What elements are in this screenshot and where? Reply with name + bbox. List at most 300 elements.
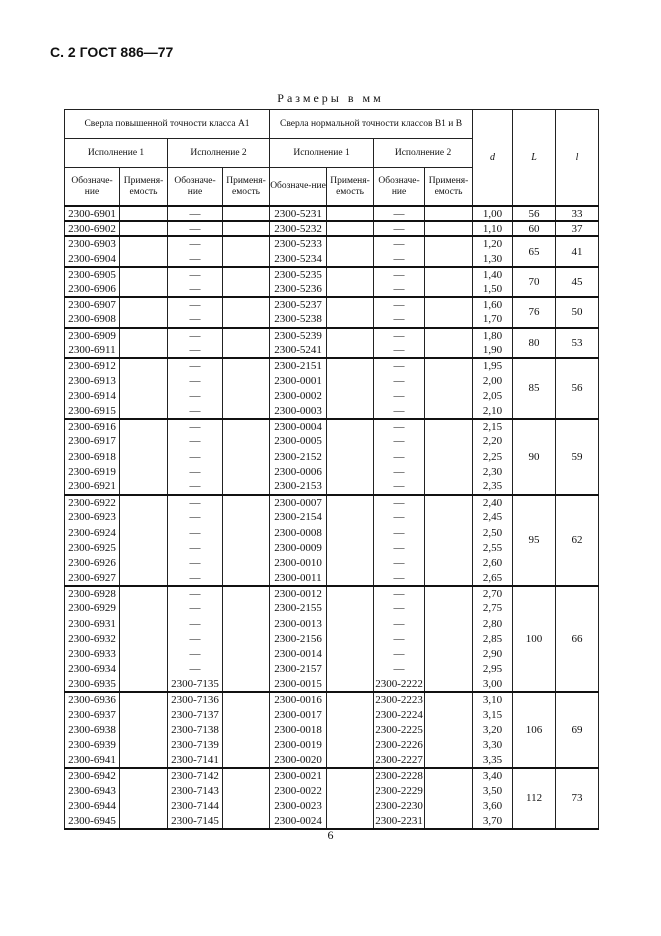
cell-applicability — [425, 814, 473, 829]
cell-applicability — [327, 419, 374, 434]
b2-designation-header: Обозначе-ние — [374, 168, 425, 207]
cell-a2: — — [168, 449, 223, 464]
cell-a1: 2300-6911 — [65, 343, 120, 358]
cell-applicability — [425, 783, 473, 798]
cell-applicability — [120, 753, 168, 768]
cell-a2: — — [168, 616, 223, 631]
cell-a1: 2300-6932 — [65, 631, 120, 646]
cell-a1: 2300-6928 — [65, 586, 120, 601]
cell-b2: — — [374, 495, 425, 510]
cell-applicability — [425, 434, 473, 449]
cell-applicability — [327, 662, 374, 677]
cell-a1: 2300-6937 — [65, 707, 120, 722]
b2-applicability-header: Применя-емость — [425, 168, 473, 207]
cell-applicability — [327, 206, 374, 221]
cell-d: 2,05 — [473, 388, 513, 403]
cell-b2: 2300-2226 — [375, 739, 423, 752]
cell-applicability — [223, 479, 270, 494]
cell-a1: 2300-6917 — [65, 434, 120, 449]
a1-exec2-header: Исполнение 2 — [168, 139, 270, 168]
cell-applicability — [425, 768, 473, 783]
cell-a2: 2300-7137 — [168, 707, 223, 722]
cell-applicability — [425, 631, 473, 646]
cell-b1: 2300-0022 — [270, 783, 327, 798]
table-row — [65, 206, 599, 221]
cell-length-working: 33 — [556, 206, 599, 221]
cell-applicability — [120, 571, 168, 586]
cell-applicability — [425, 464, 473, 479]
cell-b2: — — [374, 252, 425, 267]
cell-applicability — [425, 297, 473, 312]
cell-b2: — — [374, 449, 425, 464]
cell-b2: — — [374, 221, 425, 236]
cell-b2: — — [374, 312, 425, 327]
cell-applicability — [120, 252, 168, 267]
cell-b2: 2300-2229 — [375, 784, 423, 797]
cell-b1: 2300-0002 — [270, 388, 327, 403]
cell-length-working: 73 — [556, 768, 599, 829]
a2-applicability-header: Применя-емость — [223, 168, 270, 207]
cell-d: 2,85 — [473, 631, 513, 646]
cell-applicability — [120, 328, 168, 343]
cell-b1: 2300-2152 — [270, 449, 327, 464]
cell-d: 3,30 — [473, 738, 513, 753]
cell-length-working: 62 — [556, 495, 599, 586]
cell-applicability — [120, 373, 168, 388]
cell-applicability — [327, 571, 374, 586]
cell-applicability — [425, 555, 473, 570]
cell-applicability — [425, 206, 473, 221]
cell-length-total: 80 — [513, 328, 556, 358]
cell-b2: — — [374, 555, 425, 570]
cell-applicability — [425, 343, 473, 358]
cell-a2: 2300-7136 — [168, 692, 223, 707]
cell-applicability — [327, 738, 374, 753]
cell-applicability — [223, 343, 270, 358]
cell-d: 2,95 — [473, 662, 513, 677]
cell-a1: 2300-6909 — [65, 328, 120, 343]
cell-d: 1,20 — [473, 236, 513, 251]
cell-applicability — [425, 571, 473, 586]
cell-a2: — — [168, 312, 223, 327]
cell-a1: 2300-6929 — [65, 601, 120, 616]
cell-b2: — — [374, 297, 425, 312]
cell-applicability — [223, 692, 270, 707]
cell-a2: — — [168, 495, 223, 510]
cell-a2: — — [168, 373, 223, 388]
cell-applicability — [425, 328, 473, 343]
cell-applicability — [425, 525, 473, 540]
cell-applicability — [425, 586, 473, 601]
cell-a1: 2300-6933 — [65, 646, 120, 661]
cell-applicability — [120, 738, 168, 753]
cell-b1: 2300-5234 — [270, 252, 327, 267]
cell-b2: — — [374, 419, 425, 434]
cell-d: 3,10 — [473, 692, 513, 707]
cell-b1: 2300-0006 — [270, 464, 327, 479]
cell-d: 2,80 — [473, 616, 513, 631]
cell-applicability — [327, 449, 374, 464]
cell-d: 2,00 — [473, 373, 513, 388]
table-row — [65, 419, 599, 434]
cell-a2: — — [168, 571, 223, 586]
col-d-header: d — [473, 110, 513, 207]
cell-length-working: 53 — [556, 328, 599, 358]
cell-d: 3,40 — [473, 768, 513, 783]
cell-a2: — — [168, 464, 223, 479]
cell-applicability — [120, 677, 168, 692]
cell-applicability — [223, 464, 270, 479]
cell-b2: — — [374, 662, 425, 677]
cell-a1: 2300-6942 — [65, 768, 120, 783]
cell-applicability — [223, 814, 270, 829]
cell-applicability — [425, 282, 473, 297]
cell-applicability — [223, 221, 270, 236]
cell-b2: — — [374, 464, 425, 479]
cell-b2: 2300-2230 — [375, 799, 423, 812]
cell-applicability — [425, 373, 473, 388]
cell-applicability — [327, 753, 374, 768]
cell-applicability — [223, 571, 270, 586]
cell-applicability — [425, 722, 473, 737]
cell-applicability — [327, 312, 374, 327]
cell-a2: 2300-7143 — [168, 783, 223, 798]
cell-applicability — [327, 236, 374, 251]
cell-a2: — — [168, 267, 223, 282]
cell-b1: 2300-0013 — [270, 616, 327, 631]
cell-applicability — [425, 221, 473, 236]
cell-b1: 2300-0021 — [270, 768, 327, 783]
cell-applicability — [120, 221, 168, 236]
cell-applicability — [425, 495, 473, 510]
table-row — [65, 328, 599, 343]
cell-d: 3,60 — [473, 798, 513, 813]
cell-d: 1,80 — [473, 328, 513, 343]
cell-length-total: 106 — [513, 692, 556, 768]
cell-applicability — [223, 707, 270, 722]
cell-applicability — [327, 631, 374, 646]
cell-b1: 2300-0010 — [270, 555, 327, 570]
cell-applicability — [425, 252, 473, 267]
cell-applicability — [223, 525, 270, 540]
cell-b2: 2300-2223 — [374, 692, 425, 707]
cell-applicability — [425, 403, 473, 418]
cell-applicability — [327, 510, 374, 525]
cell-applicability — [120, 798, 168, 813]
cell-a2: — — [168, 479, 223, 494]
cell-applicability — [223, 434, 270, 449]
cell-d: 1,60 — [473, 297, 513, 312]
cell-b2: 2300-2225 — [375, 723, 423, 736]
cell-applicability — [120, 555, 168, 570]
cell-applicability — [327, 495, 374, 510]
cell-applicability — [120, 722, 168, 737]
cell-applicability — [327, 768, 374, 783]
cell-d: 1,30 — [473, 252, 513, 267]
cell-a2: — — [168, 540, 223, 555]
cell-a1: 2300-6914 — [65, 388, 120, 403]
cell-applicability — [120, 495, 168, 510]
cell-applicability — [223, 646, 270, 661]
group-b1-header: Сверла нормальной точности классов В1 и В — [270, 110, 473, 139]
cell-b1: 2300-5235 — [270, 267, 327, 282]
cell-d: 1,90 — [473, 343, 513, 358]
cell-b2: — — [374, 616, 425, 631]
cell-b2: — — [374, 525, 425, 540]
cell-b2: — — [374, 267, 425, 282]
cell-applicability — [120, 358, 168, 373]
cell-a1: 2300-6926 — [65, 555, 120, 570]
cell-applicability — [120, 479, 168, 494]
cell-applicability — [120, 662, 168, 677]
cell-d: 3,00 — [473, 677, 513, 692]
cell-a2: — — [168, 434, 223, 449]
cell-applicability — [223, 373, 270, 388]
cell-applicability — [120, 631, 168, 646]
cell-b1: 2300-5232 — [270, 221, 327, 236]
cell-d: 1,95 — [473, 358, 513, 373]
cell-d: 1,70 — [473, 312, 513, 327]
cell-applicability — [223, 722, 270, 737]
cell-applicability — [327, 221, 374, 236]
cell-a1: 2300-6906 — [65, 282, 120, 297]
cell-b2: — — [374, 206, 425, 221]
cell-applicability — [425, 510, 473, 525]
cell-applicability — [120, 312, 168, 327]
cell-applicability — [425, 707, 473, 722]
cell-b2: 2300-2231 — [374, 814, 425, 829]
table-row — [65, 267, 599, 282]
cell-a2: 2300-7145 — [168, 814, 223, 829]
b1-exec2-header: Исполнение 2 — [374, 139, 473, 168]
cell-b1: 2300-0012 — [270, 586, 327, 601]
cell-a2: — — [168, 236, 223, 251]
cell-a1: 2300-6916 — [65, 419, 120, 434]
cell-applicability — [120, 419, 168, 434]
cell-b2: — — [374, 601, 425, 616]
cell-applicability — [120, 707, 168, 722]
cell-a1: 2300-6936 — [65, 692, 120, 707]
cell-applicability — [425, 753, 473, 768]
cell-b1: 2300-0016 — [270, 692, 327, 707]
cell-applicability — [425, 540, 473, 555]
cell-d: 2,20 — [473, 434, 513, 449]
cell-applicability — [120, 814, 168, 829]
cell-applicability — [327, 479, 374, 494]
cell-a1: 2300-6924 — [65, 525, 120, 540]
cell-applicability — [327, 343, 374, 358]
cell-a2: — — [168, 510, 223, 525]
cell-b2: — — [374, 236, 425, 251]
cell-applicability — [120, 282, 168, 297]
cell-length-total: 65 — [513, 236, 556, 266]
cell-a2: 2300-7138 — [168, 722, 223, 737]
cell-applicability — [120, 449, 168, 464]
table-row — [65, 297, 599, 312]
table-row — [65, 586, 599, 601]
cell-d: 2,40 — [473, 495, 513, 510]
cell-length-working: 69 — [556, 692, 599, 768]
cell-applicability — [327, 707, 374, 722]
table-body — [65, 206, 599, 829]
cell-length-total: 112 — [513, 768, 556, 829]
cell-a1: 2300-6901 — [65, 206, 120, 221]
cell-applicability — [223, 419, 270, 434]
cell-applicability — [120, 540, 168, 555]
cell-applicability — [120, 343, 168, 358]
cell-b1: 2300-0023 — [270, 798, 327, 813]
cell-applicability — [120, 768, 168, 783]
cell-b2: 2300-2224 — [375, 708, 423, 721]
cell-b1: 2300-5239 — [270, 328, 327, 343]
cell-b2: — — [374, 373, 425, 388]
cell-applicability — [120, 434, 168, 449]
cell-applicability — [327, 616, 374, 631]
cell-b1: 2300-2154 — [270, 510, 327, 525]
cell-b1: 2300-0024 — [270, 814, 327, 829]
cell-applicability — [327, 388, 374, 403]
cell-applicability — [327, 783, 374, 798]
cell-a2: — — [168, 282, 223, 297]
cell-b1: 2300-5238 — [270, 312, 327, 327]
cell-a2: — — [168, 555, 223, 570]
cell-applicability — [223, 328, 270, 343]
cell-applicability — [223, 738, 270, 753]
a1-designation-header: Обозначе-ние — [65, 168, 120, 207]
cell-applicability — [327, 601, 374, 616]
cell-b1: 2300-0018 — [270, 722, 327, 737]
cell-b1: 2300-0009 — [270, 540, 327, 555]
table-row — [65, 221, 599, 236]
cell-a2: — — [168, 631, 223, 646]
document-header: С. 2 ГОСТ 886—77 — [50, 44, 174, 60]
cell-d: 2,65 — [473, 571, 513, 586]
cell-b2: — — [374, 631, 425, 646]
cell-a2: — — [168, 525, 223, 540]
cell-applicability — [120, 236, 168, 251]
col-l-header: l — [556, 110, 599, 207]
cell-a1: 2300-6927 — [65, 571, 120, 586]
cell-length-total: 85 — [513, 358, 556, 419]
cell-b1: 2300-0001 — [270, 373, 327, 388]
cell-a1: 2300-6945 — [65, 814, 120, 829]
cell-applicability — [223, 677, 270, 692]
cell-applicability — [120, 646, 168, 661]
cell-applicability — [425, 692, 473, 707]
cell-applicability — [223, 555, 270, 570]
cell-applicability — [425, 798, 473, 813]
cell-applicability — [223, 495, 270, 510]
cell-applicability — [223, 449, 270, 464]
cell-b2: — — [374, 282, 425, 297]
cell-a2: — — [168, 601, 223, 616]
cell-d: 2,45 — [473, 510, 513, 525]
cell-applicability — [223, 601, 270, 616]
cell-applicability — [223, 783, 270, 798]
cell-a2: — — [168, 419, 223, 434]
cell-b2: — — [374, 358, 425, 373]
cell-applicability — [223, 768, 270, 783]
b1-designation-header: Обозначе-ние — [270, 168, 327, 207]
cell-length-working: 41 — [556, 236, 599, 266]
cell-applicability — [327, 403, 374, 418]
cell-d: 2,10 — [473, 403, 513, 418]
cell-applicability — [223, 798, 270, 813]
cell-applicability — [223, 753, 270, 768]
cell-b1: 2300-5236 — [270, 282, 327, 297]
cell-d: 2,90 — [473, 646, 513, 661]
cell-a1: 2300-6935 — [65, 677, 120, 692]
cell-applicability — [327, 282, 374, 297]
cell-applicability — [223, 312, 270, 327]
cell-a1: 2300-6922 — [65, 495, 120, 510]
cell-a2: — — [168, 586, 223, 601]
cell-b1: 2300-0015 — [270, 677, 327, 692]
cell-a1: 2300-6904 — [65, 252, 120, 267]
cell-d: 3,50 — [473, 783, 513, 798]
cell-applicability — [425, 419, 473, 434]
cell-a1: 2300-6919 — [65, 464, 120, 479]
cell-b1: 2300-0003 — [270, 403, 327, 418]
cell-applicability — [327, 434, 374, 449]
cell-b2: — — [374, 328, 425, 343]
cell-a2: — — [168, 403, 223, 418]
cell-a1: 2300-6925 — [65, 540, 120, 555]
cell-applicability — [223, 616, 270, 631]
cell-b1: 2300-2156 — [270, 631, 327, 646]
cell-a2: — — [168, 252, 223, 267]
cell-d: 1,40 — [473, 267, 513, 282]
cell-a2: — — [168, 646, 223, 661]
cell-b1: 2300-0008 — [270, 525, 327, 540]
cell-applicability — [223, 297, 270, 312]
cell-applicability — [120, 525, 168, 540]
cell-applicability — [327, 328, 374, 343]
cell-applicability — [425, 312, 473, 327]
cell-d: 3,20 — [473, 722, 513, 737]
cell-a1: 2300-6908 — [65, 312, 120, 327]
cell-applicability — [327, 555, 374, 570]
cell-length-total: 70 — [513, 267, 556, 297]
cell-a2: — — [168, 358, 223, 373]
cell-applicability — [425, 267, 473, 282]
cell-b1: 2300-5231 — [270, 206, 327, 221]
cell-a1: 2300-6921 — [65, 479, 120, 494]
cell-b1: 2300-0011 — [270, 571, 327, 586]
cell-length-total: 90 — [513, 419, 556, 495]
cell-b1: 2300-0019 — [270, 738, 327, 753]
cell-d: 2,15 — [473, 419, 513, 434]
cell-applicability — [425, 616, 473, 631]
cell-a2: 2300-7139 — [168, 738, 223, 753]
cell-d: 2,25 — [473, 449, 513, 464]
cell-d: 2,60 — [473, 555, 513, 570]
cell-applicability — [223, 236, 270, 251]
cell-b2: 2300-2222 — [374, 677, 425, 692]
cell-a1: 2300-6938 — [65, 722, 120, 737]
cell-applicability — [327, 252, 374, 267]
cell-applicability — [425, 236, 473, 251]
cell-b1: 2300-0020 — [270, 753, 327, 768]
cell-b1: 2300-5237 — [270, 297, 327, 312]
cell-applicability — [327, 373, 374, 388]
cell-length-working: 37 — [556, 221, 599, 236]
cell-applicability — [120, 206, 168, 221]
cell-a2: — — [168, 662, 223, 677]
cell-d: 2,50 — [473, 525, 513, 540]
cell-applicability — [120, 403, 168, 418]
cell-a1: 2300-6907 — [65, 297, 120, 312]
